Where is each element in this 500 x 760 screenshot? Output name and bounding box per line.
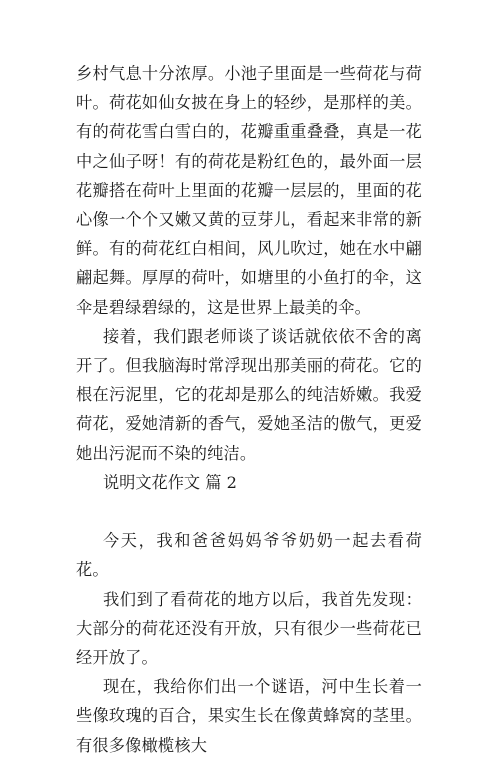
section-title: 说明文花作文 篇 2 (103, 472, 237, 492)
document-page (76, 0, 422, 760)
paragraph-leaving: 接着，我们跟老师谈了谈话就依依不舍的离开了。但我脑海时常浮现出那美丽的荷花。它的根在污泥里，它的花却是那么的纯洁娇嫩。我爱荷花，爱她清新的香气，爱她圣洁的傲气，更爱她出污泥而不染的纯洁。 (76, 326, 422, 463)
paragraph-lotus-description: 乡村气息十分浓厚。小池子里面是一些荷花与荷叶。荷花如仙女披在身上的轻纱，是那样的美。有的荷花雪白雪白的，花瓣重重叠叠，真是一花中之仙子呀！有的荷花是粉红色的，最外面一层花瓣搭在荷叶上里面的花瓣一层层的，里面的花心像一个个又嫩又黄的豆芽儿，看起来非常的新鲜。有的荷花红白相间，风儿吹过，她在水中翩翩起舞。厚厚的荷叶，如塘里的小鱼打的伞，这伞是碧绿碧绿的，这是世界上最美的伞。 (76, 64, 422, 317)
paragraph-riddle: 现在，我给你们出一个谜语，河中生长着一些像玫瑰的百合，果实生长在像黄蜂窝的茎里。有很多像橄榄核大 (76, 677, 422, 755)
paragraph-today: 今天，我和爸爸妈妈爷爷奶奶一起去看荷花。 (76, 531, 422, 580)
paragraph-arrival: 我们到了看荷花的地方以后，我首先发现：大部分的荷花还没有开放，只有很少一些荷花已经开放了。 (76, 589, 422, 668)
blank-line (76, 497, 422, 526)
